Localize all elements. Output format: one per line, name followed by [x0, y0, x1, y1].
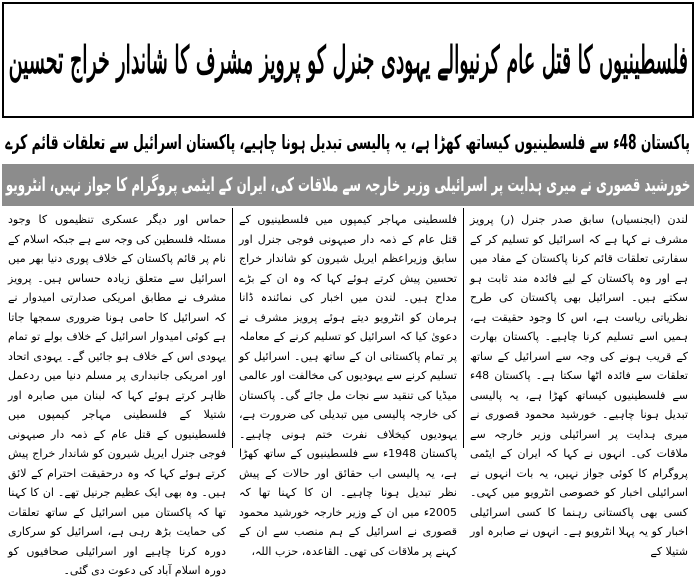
headline-box: [2, 2, 694, 118]
article-column-3: حماس اور دیگر عسکری تنظیموں کا وجود مسئلہ فلسطین کی وجہ سے ہے جبکہ اسلام کے نام پر قائم پاکستان کے خلاف پوری دنیا بھر میں اسرائیل سے متعلق زیادہ حساس ہیں۔ پرویز مشرف نے مطابق امریکی صدارتی امیدوار نے کہ اسرائیل کا حامی ہونا ضروری سمجھا جاتا ہے کوئی امیدوار اسرائیل کے خلاف بولے تو تمام یہودی اس کے خلاف ہو جائیں گے۔ یہودی اتحاد اور امریکی جانبداری پر مسلم دنیا میں ردعمل ظاہر کرتے ہوئے کہا کہ لبنان میں صابرہ اور شتیلا کے فلسطینی مہاجر کیمپوں میں فلسطینیوں کے قتل عام کے ذمہ دار صیہونی فوجی جنرل ایریل شیرون کو شاندار خراج پیش کرتے ہوئے کہا کہ وہ درحقیقت احترام کے لائق ہیں۔ وہ بھی ایک عظیم جرنیل تھے۔ ان کا کہنا تھا کہ پاکستان میں اسرائیل کے ساتھ تعلقات کی حمایت بڑھ رہی ہے، اسرائیل کو سرکاری دورہ کرنا چاہیے اور اسرائیلی صحافیوں کو دورہ اسلام آباد کی دعوت دی گئی۔: [2, 208, 233, 448]
article-column-1: لندن (ایجنسیاں) سابق صدر جنرل (ر) پرویز مشرف نے کہا ہے کہ اسرائیل کو تسلیم کر کے سفارتی تعلقات قائم کرنا پاکستان کے مفاد میں ہے اور وہ پاکستان کے لیے فائدہ مند ثابت ہو سکتے ہیں۔ اسرائیل بھی پاکستان کی طرح نظریاتی ریاست ہے، اس کا وجود حقیقت ہے، ہمیں اسے تسلیم کرنا چاہیے۔ پاکستان بھارت کے قریب ہونے کی وجہ سے اسرائیل کے ساتھ تعلقات سے فائدہ اٹھا سکتا ہے۔ پاکستان 48ء سے فلسطینیوں کیساتھ کھڑا ہے، یہ پالیسی تبدیل ہونا چاہیے۔ خورشید محمود قصوری نے میری ہدایت پر اسرائیلی وزیر خارجہ سے ملاقات کی۔ انہوں نے کہا کہ ایران کے ایٹمی پروگرام کا کوئی جواز نہیں، یہ بات انہوں نے اسرائیلی اخبار کو خصوصی انٹرویو میں کہی۔ کسی بھی پاکستانی رہنما کا کسی اسرائیلی اخبار کو یہ پہلا انٹرویو ہے۔ انہوں نے صابرہ اور شتیلا کے: [470, 213, 688, 558]
subhead-row: [2, 122, 694, 162]
article-columns: [2, 208, 694, 577]
headline: فلسطینیوں کا قتل عام کرنیوالے یہودی جنرل کو پرویز مشرف کا شاندار خراج تحسین: [8, 37, 688, 82]
article-column-2: فلسطینی مہاجر کیمپوں میں فلسطینیوں کے قتل عام کے ذمہ دار صیہونی فوجی جنرل اور سابق وزیراعظم ایریل شیرون کو شاندار خراج تحسین پیش کرتے ہوئے کہا کہ وہ ان کے بڑے مداح ہیں۔ لندن میں اخبار کی نمائندہ ڈانا ہرمان کو انٹرویو دیتے ہوئے پرویز مشرف نے دعویٰ کیا کہ اسرائیل کو تسلیم کرنے کے معاملہ پر تمام پاکستانی ان کے ساتھ ہیں۔ اسرائیل کو تسلیم کرنے سے یہودیوں کی مخالفت اور عالمی میڈیا کی تنقید سے نجات مل جائے گی۔ پاکستان کی خارجہ پالیسی میں تبدیلی کی ضرورت ہے، یہودیوں کیخلاف نفرت ختم ہونی چاہیے۔ پاکستان 1948ء سے فلسطینیوں کے ساتھ کھڑا ہے، یہ پالیسی اب حقائق اور حالات کے پیش نظر تبدیل ہونا چاہیے۔ ان کا کہنا تھا کہ 2005ء میں ان کے وزیر خارجہ خورشید محمود قصوری نے اسرائیل کے ہم منصب سے ان کے کہنے پر ملاقات کی تھی۔ القاعدہ، حزب اللہ،: [233, 208, 464, 448]
strap-text: خورشید قصوری نے میری ہدایت پر اسرائیلی وزیر خارجہ سے ملاقات کی، ایران کے ایٹمی پروگرام کا جواز نہیں، انٹرویو: [5, 174, 691, 196]
strap-banner: [2, 164, 694, 206]
subheadline: پاکستان 48ء سے فلسطینیوں کیساتھ کھڑا ہے، یہ پالیسی تبدیل ہونا چاہیے، پاکستان اسرائیل سے تعلقات قائم کرے: [5, 130, 691, 154]
